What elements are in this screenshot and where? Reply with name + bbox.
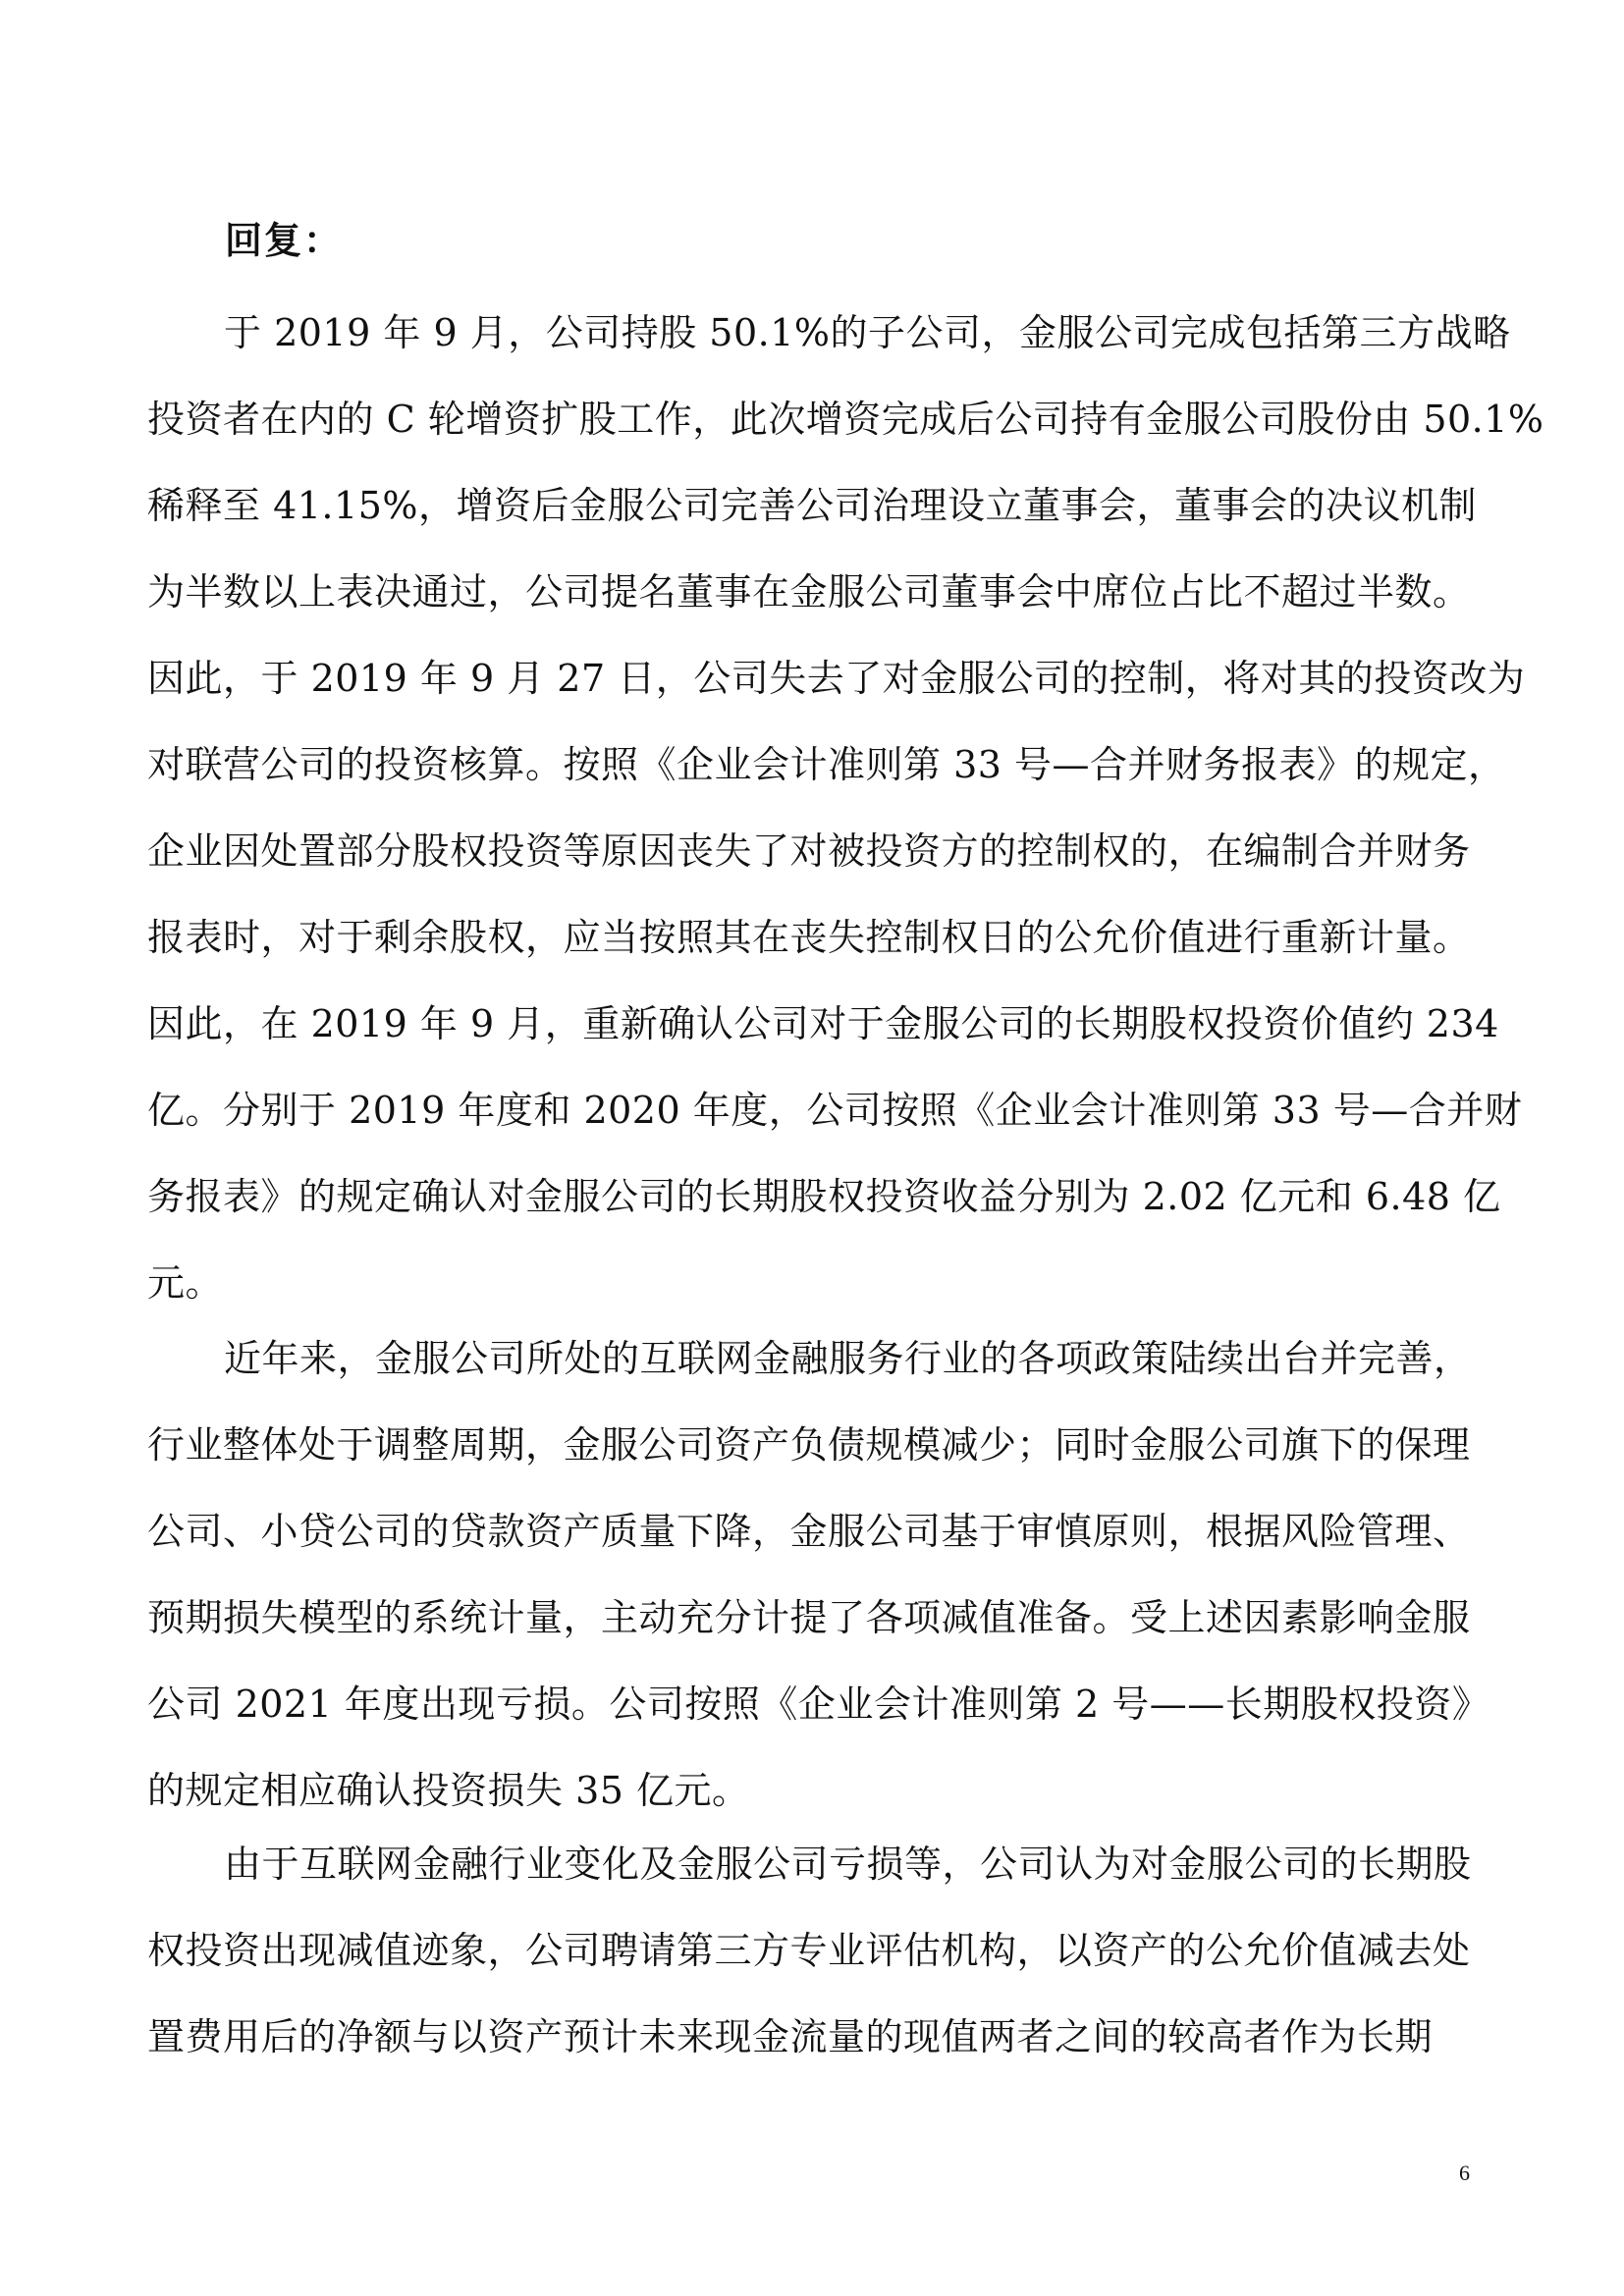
paragraph-line: 因此，于 2019 年 9 月 27 日，公司失去了对金服公司的控制，将对其的投资改为 <box>147 657 1526 700</box>
paragraph-line: 权投资出现减值迹象，公司聘请第三方专业评估机构，以资产的公允价值减去处 <box>147 1929 1471 1972</box>
reply-heading: 回复： <box>225 218 344 262</box>
paragraph-line: 对联营公司的投资核算。按照《企业会计准则第 33 号—合并财务报表》的规定， <box>147 743 1506 786</box>
paragraph-line: 报表时，对于剩余股权，应当按照其在丧失控制权日的公允价值进行重新计量。 <box>147 916 1471 959</box>
paragraph-line: 务报表》的规定确认对金服公司的长期股权投资收益分别为 2.02 亿元和 6.48 亿 <box>147 1175 1501 1218</box>
paragraph-line: 投资者在内的 C 轮增资扩股工作，此次增资完成后公司持有金服公司股份由 50.1% <box>147 398 1544 441</box>
paragraph-line: 稀释至 41.15%，增资后金服公司完善公司治理设立董事会，董事会的决议机制 <box>147 484 1477 527</box>
paragraph-line: 行业整体处于调整周期，金服公司资产负债规模减少；同时金服公司旗下的保理 <box>147 1423 1471 1467</box>
paragraph-line: 的规定相应确认投资损失 35 亿元。 <box>147 1769 750 1812</box>
paragraph-line: 因此，在 2019 年 9 月，重新确认公司对于金服公司的长期股权投资价值约 234 <box>147 1002 1499 1045</box>
paragraph-line: 为半数以上表决通过，公司提名董事在金服公司董事会中席位占比不超过半数。 <box>147 570 1471 614</box>
paragraph-line: 亿。分别于 2019 年度和 2020 年度，公司按照《企业会计准则第 33 号—合并财 <box>147 1089 1523 1132</box>
paragraph-line: 企业因处置部分股权投资等原因丧失了对被投资方的控制权的，在编制合并财务 <box>147 829 1471 873</box>
paragraph-line: 公司 2021 年度出现亏损。公司按照《企业会计准则第 2 号——长期股权投资》 <box>147 1682 1490 1726</box>
paragraph-2 <box>147 1315 1502 1834</box>
paragraph-3 <box>147 1821 1502 2080</box>
paragraph-line: 近年来，金服公司所处的互联网金融服务行业的各项政策陆续出台并完善， <box>224 1337 1472 1380</box>
page-number: 6 <box>1459 2161 1470 2185</box>
paragraph-line: 元。 <box>147 1261 224 1305</box>
paragraph-line: 预期损失模型的系统计量，主动充分计提了各项减值准备。受上述因素影响金服 <box>147 1596 1471 1639</box>
paragraph-line: 公司、小贷公司的贷款资产质量下降，金服公司基于审慎原则，根据风险管理、 <box>147 1510 1471 1553</box>
paragraph-line: 于 2019 年 9 月，公司持股 50.1%的子公司，金服公司完成包括第三方战略 <box>224 311 1511 354</box>
paragraph-line: 置费用后的净额与以资产预计未来现金流量的现值两者之间的较高者作为长期 <box>147 2015 1434 2058</box>
paragraph-1 <box>147 290 1544 1326</box>
paragraph-line: 由于互联网金融行业变化及金服公司亏损等，公司认为对金服公司的长期股 <box>224 1842 1472 1886</box>
